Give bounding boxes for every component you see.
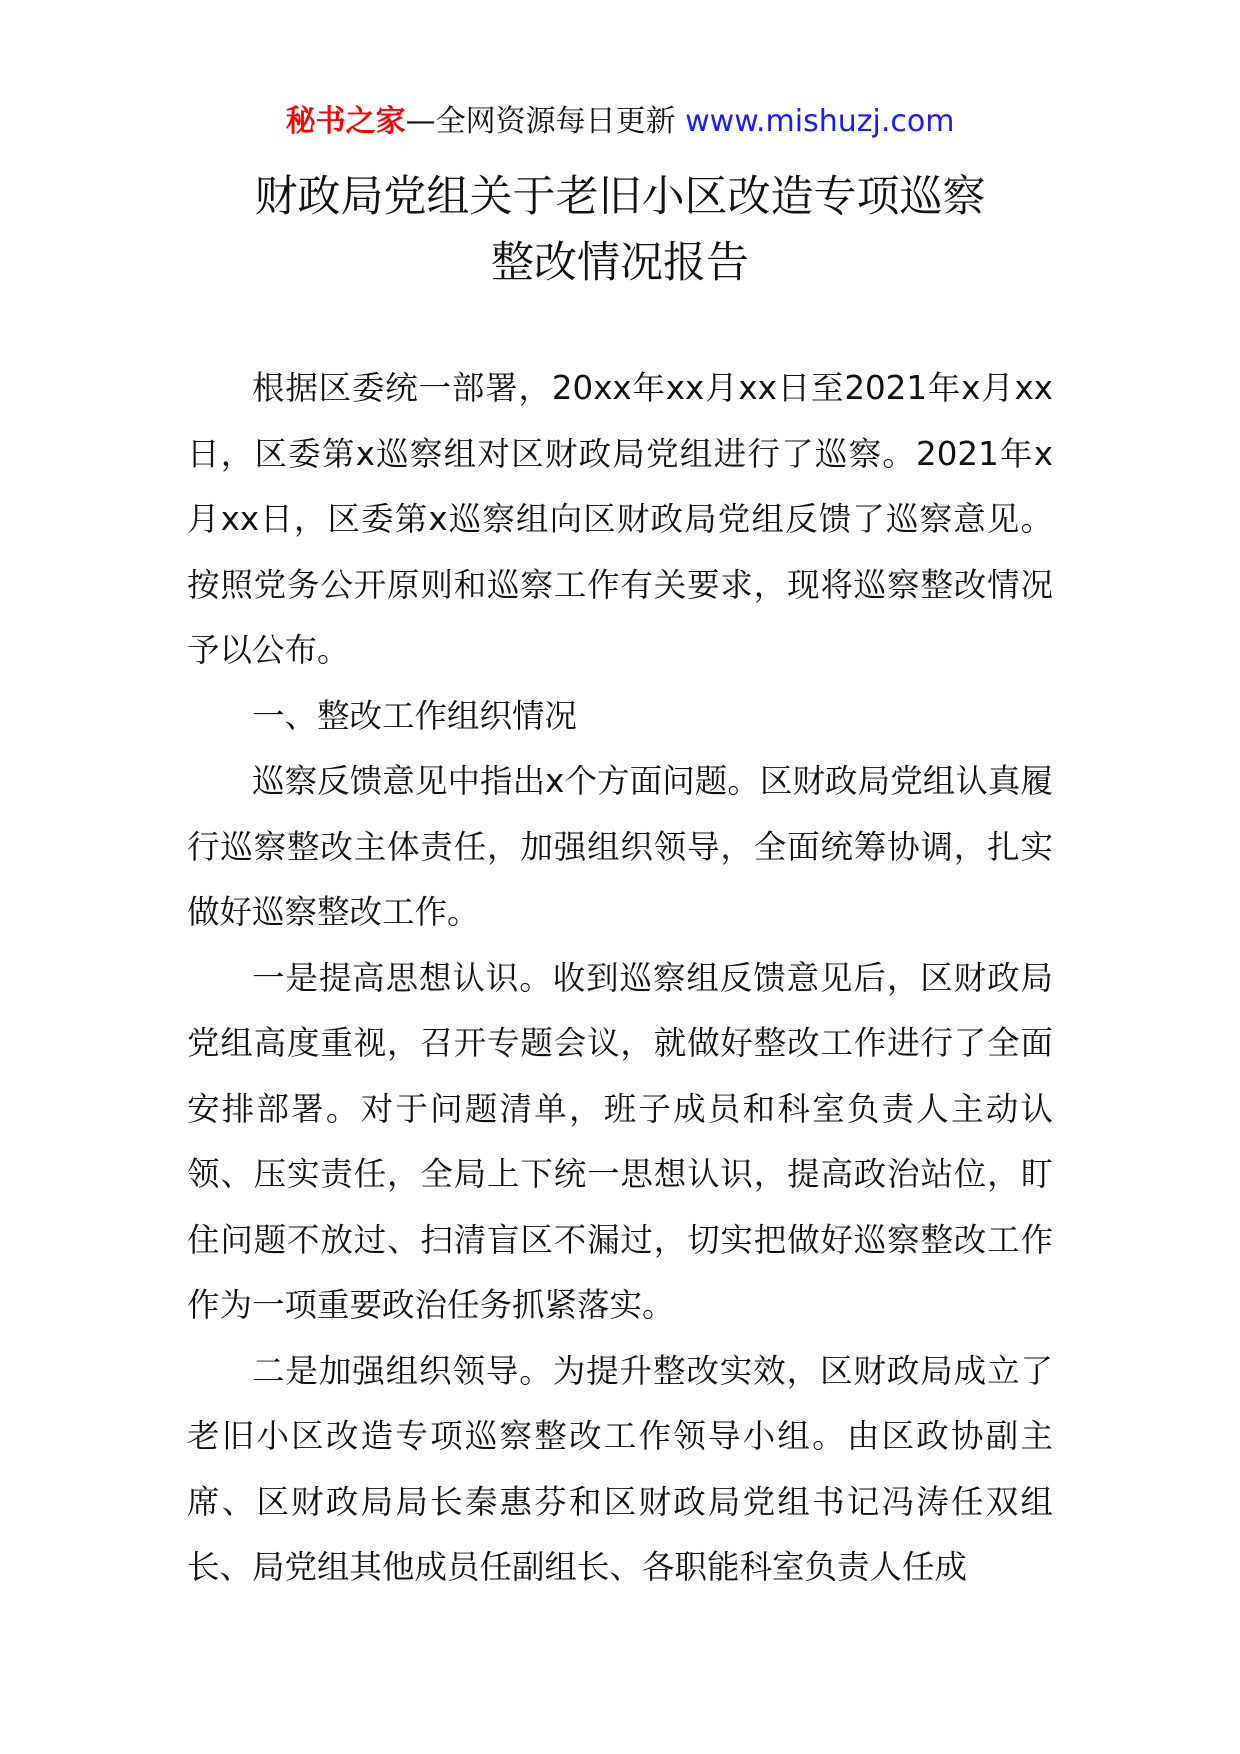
title-line-2: 整改情况报告 (491, 238, 749, 288)
document-title (0, 164, 1240, 296)
paragraph-overview: 巡察反馈意见中指出x个方面问题。区财政局党组认真履行巡察整改主体责任，加强组织领导，全面统筹协调，扎实做好巡察整改工作。 (187, 762, 1053, 931)
document-body (187, 356, 1053, 1601)
banner-tagline: —全网资源每日更新 (405, 104, 686, 139)
brand-name: 秘书之家 (285, 104, 406, 139)
paragraph-point-1: 一是提高思想认识。收到巡察组反馈意见后，区财政局党组高度重视，召开专题会议，就做好整改工作进行了全面安排部署。对于问题清单，班子成员和科室负责人主动认领、压实责任，全局上下统一思想认识，提高政治站位，盯住问题不放过、扫清盲区不漏过，切实把做好巡察整改工作作为一项重要政治任务抓紧落实。 (187, 958, 1053, 1324)
site-url-link[interactable]: www.mishuzj.com (685, 104, 955, 139)
section-heading-1: 一、整改工作组织情况 (252, 696, 578, 735)
paragraph-point-2: 二是加强组织领导。为提升整改实效，区财政局成立了老旧小区改造专项巡察整改工作领导小组。由区政协副主席、区财政局局长秦惠芬和区财政局党组书记冯涛任双组长、局党组其他成员任副组长、各职能科室负责人任成 (187, 1351, 1053, 1586)
paragraph-intro: 根据区委统一部署，20xx年xx月xx日至2021年x月xx日，区委第x巡察组对区财政局党组进行了巡察。2021年x月xx日，区委第x巡察组向区财政局党组反馈了巡察意见。按照党务公开原则和巡察工作有关要求，现将巡察整改情况予以公布。 (187, 369, 1053, 669)
title-line-1: 财政局党组关于老旧小区改造专项巡察 (254, 172, 986, 222)
site-banner (0, 100, 1240, 144)
